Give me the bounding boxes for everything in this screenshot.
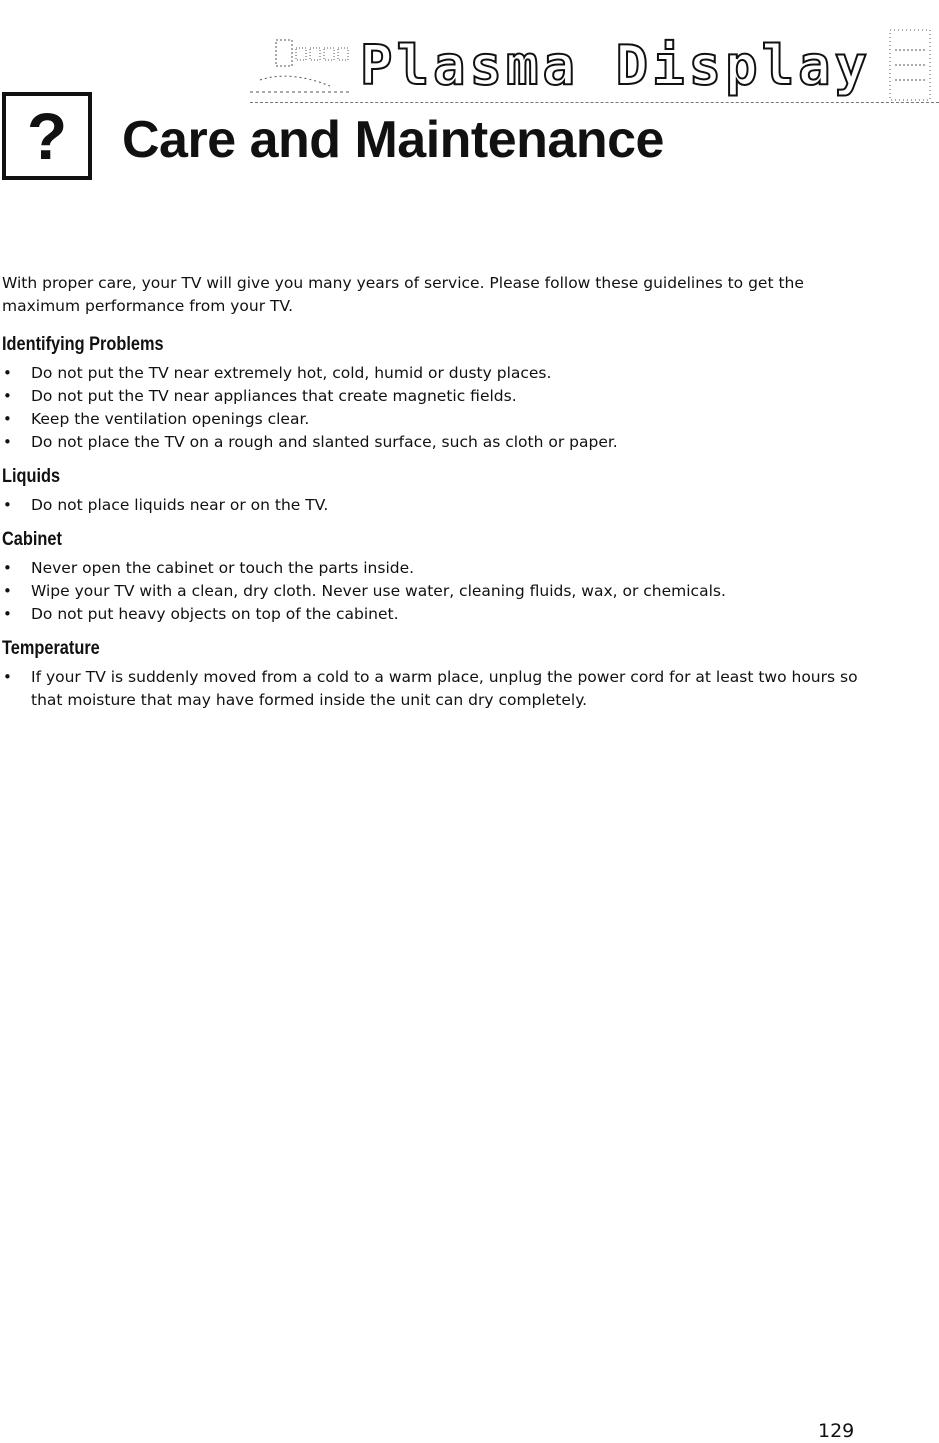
list-item: • Do not place the TV on a rough and slanted surface, such as cloth or paper. <box>2 431 872 454</box>
page-number: 129 <box>818 1420 855 1442</box>
list-item: • Keep the ventilation openings clear. <box>2 408 872 431</box>
page-title: Care and Maintenance <box>122 111 664 169</box>
main-content <box>2 272 872 718</box>
bullet-list <box>2 362 872 454</box>
bullet-list <box>2 557 872 626</box>
section-heading: Cabinet <box>2 529 62 550</box>
help-question-icon: ? <box>2 92 92 180</box>
list-item: • Never open the cabinet or touch the parts inside. <box>2 557 872 580</box>
list-item: • Do not place liquids near or on the TV. <box>2 494 872 517</box>
section-identifying-problems <box>2 332 872 454</box>
list-item: • Do not put the TV near appliances that create magnetic fields. <box>2 385 872 408</box>
section-liquids <box>2 464 872 517</box>
list-item: • Do not put heavy objects on top of the cabinet. <box>2 603 872 626</box>
section-heading: Liquids <box>2 466 61 487</box>
list-item: • If your TV is suddenly moved from a cold to a warm place, unplug the power cord for at least two hours so that moisture that may have formed inside the unit can dry completely. <box>2 666 872 712</box>
list-item: • Wipe your TV with a clean, dry cloth. Never use water, cleaning fluids, wax, or chemicals. <box>2 580 872 603</box>
bullet-list <box>2 494 872 517</box>
list-item: • Do not put the TV near extremely hot, cold, humid or dusty places. <box>2 362 872 385</box>
intro-paragraph: With proper care, your TV will give you many years of service. Please follow these guidelines to get the maximum performance from your TV. <box>2 274 804 315</box>
banner-divider <box>250 102 939 103</box>
bullet-list <box>2 666 872 712</box>
section-heading: Temperature <box>2 638 100 659</box>
header-banner <box>250 20 939 105</box>
section-heading: Identifying Problems <box>2 334 164 355</box>
banner-title: Plasma Display <box>360 34 872 97</box>
section-cabinet <box>2 527 872 626</box>
section-temperature <box>2 636 872 712</box>
